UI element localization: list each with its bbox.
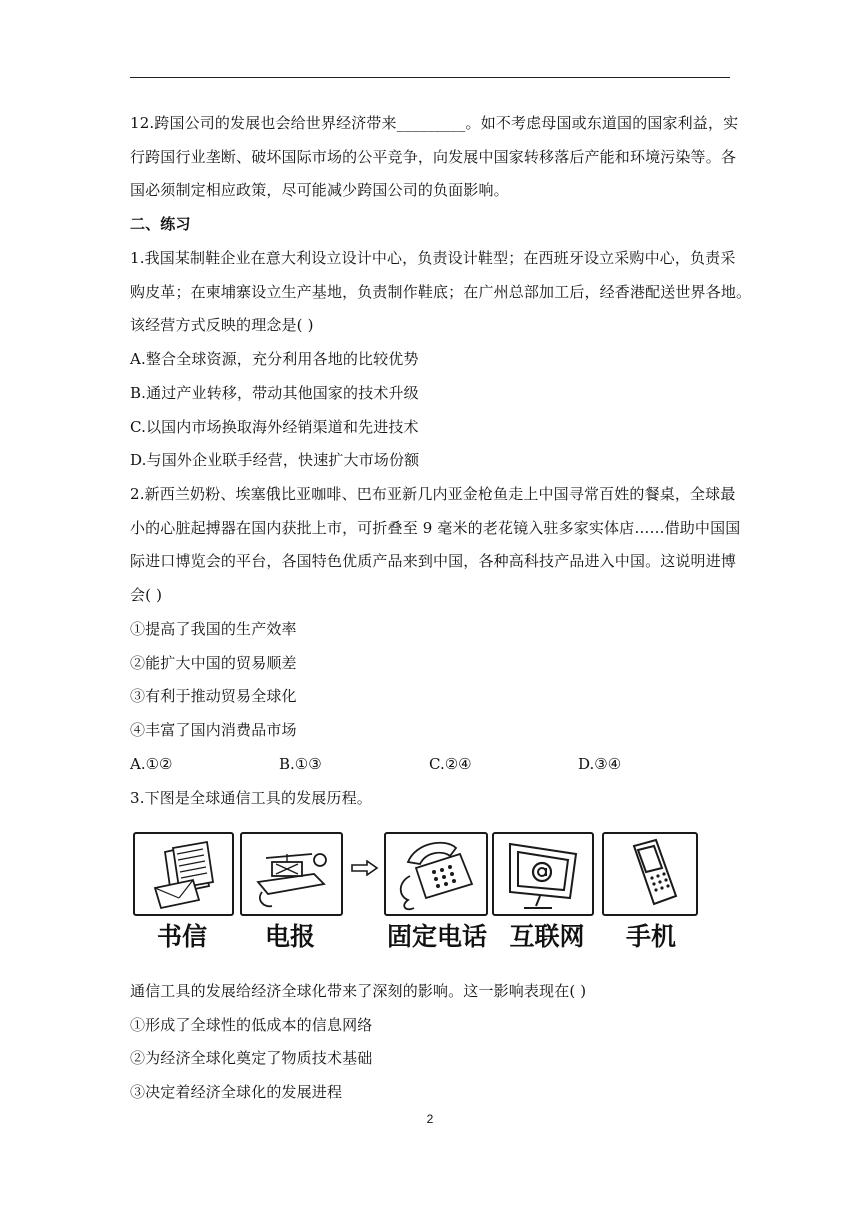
q3-statement-3: ③决定着经济全球化的发展进程 (130, 1083, 343, 1101)
q1-option-d: D.与国外企业联手经营，快速扩大市场份额 (130, 451, 420, 469)
caption-telegraph: 电报 (264, 922, 315, 951)
telegraph-icon (240, 832, 343, 916)
header-rule (130, 77, 730, 78)
caption-mobile: 手机 (625, 922, 676, 951)
q1-stem-line-2: 购皮革；在柬埔寨设立生产基地，负责制作鞋底；在广州总部加工后，经香港配送世界各地。 (130, 283, 752, 301)
q2-option-a: A.①② (130, 755, 173, 773)
letter-icon (133, 832, 234, 916)
caption-telephone: 固定电话 (386, 922, 487, 951)
q1-option-a: A.整合全球资源，充分利用各地的比较优势 (130, 350, 419, 368)
q2-statement-2: ②能扩大中国的贸易顺差 (130, 654, 297, 672)
q2-statement-3: ③有利于推动贸易全球化 (130, 687, 297, 705)
section-title: 二、练习 (130, 215, 191, 233)
q1-option-c: C.以国内市场换取海外经销渠道和先进技术 (130, 418, 419, 436)
q1-option-b: B.通过产业转移，带动其他国家的技术升级 (130, 384, 419, 402)
q2-stem-line-3: 际进口博览会的平台，各国特色优质产品来到中国，各种高科技产品进入中国。这说明进博 (130, 552, 737, 570)
q12-line-2: 行跨国行业垄断、破坏国际市场的公平竞争，向发展中国家转移落后产能和环境污染等。各 (130, 148, 737, 166)
q2-option-b: B.①③ (279, 755, 322, 773)
telephone-icon (384, 832, 488, 916)
q3-stem-line-2: 通信工具的发展给经济全球化带来了深刻的影响。这一影响表现在( ) (130, 982, 587, 1000)
caption-letter: 书信 (156, 922, 207, 951)
caption-internet: 互联网 (509, 922, 585, 951)
computer-at-icon (492, 832, 594, 916)
q2-statement-4: ④丰富了国内消费品市场 (130, 721, 297, 739)
q2-option-d: D.③④ (578, 755, 622, 773)
q12-line-3: 国必须制定相应政策，尽可能减少跨国公司的负面影响。 (130, 181, 509, 199)
q3-statement-1: ①形成了全球性的低成本的信息网络 (130, 1016, 373, 1034)
arrow-right-icon (351, 860, 379, 876)
q2-option-c: C.②④ (429, 755, 472, 773)
q2-stem-line-1: 2.新西兰奶粉、埃塞俄比亚咖啡、巴布亚新几内亚金枪鱼走上中国寻常百姓的餐桌，全球最 (130, 485, 736, 503)
communication-tools-figure (133, 828, 703, 958)
page-number: 2 (426, 1112, 434, 1126)
mobile-phone-icon (602, 832, 698, 916)
q2-stem-line-2: 小的心脏起搏器在国内获批上市，可折叠至 9 毫米的老花镜入驻多家实体店……借助中国国 (130, 519, 741, 537)
q2-stem-line-4: 会( ) (130, 586, 163, 604)
q1-stem-line-1: 1.我国某制鞋企业在意大利设立设计中心，负责设计鞋型；在西班牙设立采购中心，负责采 (130, 249, 736, 267)
q3-stem-line-1: 3.下图是全球通信工具的发展历程。 (130, 789, 372, 807)
q3-statement-2: ②为经济全球化奠定了物质技术基础 (130, 1049, 373, 1067)
q1-stem-line-3: 该经营方式反映的理念是( ) (130, 316, 314, 334)
q12-line-1: 12.跨国公司的发展也会给世界经济带来_________。如不考虑母国或东道国的国家利益，实 (130, 114, 739, 132)
q2-statement-1: ①提高了我国的生产效率 (130, 620, 297, 638)
